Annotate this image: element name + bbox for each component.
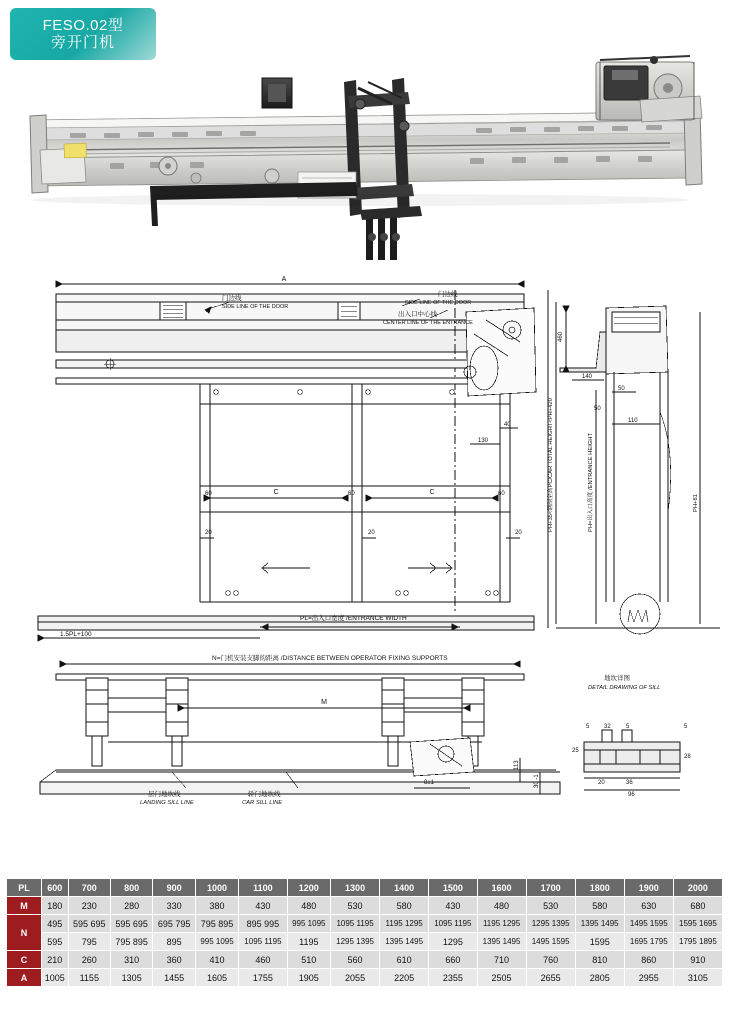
row-header-m: M [7, 897, 42, 915]
svg-text:460: 460 [558, 331, 564, 342]
cell-n-top-11: 1295 1395 [526, 915, 575, 933]
svg-text:60: 60 [205, 491, 212, 497]
cell-n-bottom-11: 1495 1595 [526, 933, 575, 951]
cell-a-2: 1305 [110, 969, 152, 987]
svg-text:40: 40 [504, 422, 511, 428]
cell-n-bottom-5: 1095 1195 [239, 933, 287, 951]
svg-text:5: 5 [684, 724, 688, 730]
spec-table [6, 878, 723, 987]
cell-n-top-7: 1095 1195 [331, 915, 380, 933]
cell-n-bottom-14: 1795 1895 [673, 933, 722, 951]
label-car-sill-cn: 轿门地坎线 [248, 791, 281, 798]
cell-m-5: 430 [239, 897, 287, 915]
col-header-pl: 1300 [331, 879, 380, 897]
cell-a-4: 1605 [195, 969, 238, 987]
col-header-pl: 1600 [477, 879, 526, 897]
cell-n-top-1: 595 695 [68, 915, 110, 933]
cell-n-top-13: 1495 1595 [624, 915, 673, 933]
label-entrance-height: PH=出入口高度 /ENTRANCE HEIGHT [588, 432, 594, 532]
cell-n-bottom-7: 1295 1395 [331, 933, 380, 951]
svg-text:M: M [321, 699, 327, 706]
svg-text:28: 28 [684, 754, 691, 760]
svg-text:110: 110 [628, 418, 638, 424]
cell-c-4: 410 [195, 951, 238, 969]
cell-n-bottom-0: 595 [42, 933, 69, 951]
svg-text:50: 50 [618, 386, 625, 392]
col-header-pl: 800 [110, 879, 152, 897]
label-door-side-line2-cn: 门边线 [438, 291, 458, 298]
cell-m-10: 480 [477, 897, 526, 915]
svg-text:5: 5 [626, 724, 630, 730]
cell-m-8: 580 [380, 897, 429, 915]
col-header-pl: 1800 [575, 879, 624, 897]
svg-text:1.5PL+100: 1.5PL+100 [60, 631, 92, 638]
cell-n-bottom-4: 995 1095 [195, 933, 238, 951]
cell-n-bottom-9: 1295 [429, 933, 477, 951]
svg-text:30 -1: 30 -1 [534, 774, 540, 788]
technical-drawing [0, 272, 729, 872]
svg-text:20: 20 [368, 530, 375, 536]
cell-n-top-10: 1195 1295 [477, 915, 526, 933]
cell-m-0: 180 [42, 897, 69, 915]
spec-table-body [7, 879, 723, 987]
col-header-pl: 1700 [526, 879, 575, 897]
cell-n-top-2: 595 695 [110, 915, 152, 933]
col-header-pl: 2000 [673, 879, 722, 897]
col-header-pl: 900 [153, 879, 195, 897]
model-name-line1: FESO.02型 [42, 16, 124, 34]
cell-n-bottom-6: 1195 [287, 933, 330, 951]
spec-table-wrap [6, 878, 723, 987]
col-header-pl: 600 [42, 879, 69, 897]
cell-n-top-4: 795 895 [195, 915, 238, 933]
cell-a-6: 1905 [287, 969, 330, 987]
cell-c-14: 910 [673, 951, 722, 969]
technical-drawing-svg [0, 272, 729, 872]
svg-text:130: 130 [478, 438, 489, 444]
cell-c-13: 860 [624, 951, 673, 969]
label-car-total-height: PH+35<钢制全高PC/CAR TOTAL HEIGHT<PH+420 [548, 398, 554, 532]
table-row [7, 969, 723, 987]
table-row [7, 897, 723, 915]
svg-text:50: 50 [594, 406, 601, 412]
svg-text:20: 20 [205, 530, 212, 536]
row-header-pl: PL [7, 879, 42, 897]
table-row [7, 915, 723, 933]
label-entrance-center-en: CENTER LINE OF THE ENTRANCE [383, 320, 473, 326]
cell-n-bottom-3: 895 [153, 933, 195, 951]
col-header-pl: 1100 [239, 879, 287, 897]
col-header-pl: 1900 [624, 879, 673, 897]
cell-c-11: 760 [526, 951, 575, 969]
svg-text:113: 113 [514, 760, 520, 770]
svg-text:A: A [281, 276, 287, 283]
cell-c-6: 510 [287, 951, 330, 969]
cell-n-bottom-13: 1695 1795 [624, 933, 673, 951]
svg-text:60: 60 [498, 491, 505, 497]
cell-n-bottom-8: 1395 1495 [380, 933, 429, 951]
label-landing-sill-en: LANDING SILL LINE [140, 800, 194, 806]
cell-a-7: 2055 [331, 969, 380, 987]
cell-c-3: 360 [153, 951, 195, 969]
cell-a-13: 2955 [624, 969, 673, 987]
svg-text:32: 32 [604, 724, 611, 730]
cell-c-1: 260 [68, 951, 110, 969]
label-door-side-line-en: SIDE LINE OF THE DOOR [222, 304, 289, 310]
cell-a-12: 2805 [575, 969, 624, 987]
cell-n-bottom-2: 795 895 [110, 933, 152, 951]
label-car-sill-en: CAR SILL LINE [242, 800, 283, 806]
cell-m-13: 630 [624, 897, 673, 915]
cell-n-top-12: 1395 1495 [575, 915, 624, 933]
cell-a-9: 2355 [429, 969, 477, 987]
label-sill-detail-en: DETAIL DRAWING OF SILL [588, 685, 661, 691]
cell-a-0: 1005 [42, 969, 69, 987]
cell-a-14: 3105 [673, 969, 722, 987]
label-door-side-line2-en: SIDE LINE OF THE DOOR [405, 300, 472, 306]
svg-text:140: 140 [582, 374, 593, 380]
cell-m-4: 380 [195, 897, 238, 915]
svg-text:36: 36 [626, 780, 633, 786]
cell-a-3: 1455 [153, 969, 195, 987]
cell-n-top-5: 895 995 [239, 915, 287, 933]
col-header-pl: 1000 [195, 879, 238, 897]
cell-n-bottom-1: 795 [68, 933, 110, 951]
cell-c-2: 310 [110, 951, 152, 969]
svg-text:25: 25 [572, 748, 579, 754]
svg-text:96: 96 [628, 792, 635, 798]
table-row [7, 879, 723, 897]
cell-c-10: 710 [477, 951, 526, 969]
cell-m-6: 480 [287, 897, 330, 915]
cell-n-top-14: 1595 1695 [673, 915, 722, 933]
cell-n-top-3: 695 795 [153, 915, 195, 933]
cell-a-5: 1755 [239, 969, 287, 987]
col-header-pl: 1200 [287, 879, 330, 897]
cell-c-0: 210 [42, 951, 69, 969]
cell-m-7: 530 [331, 897, 380, 915]
model-badge [10, 8, 156, 60]
col-header-pl: 1500 [429, 879, 477, 897]
row-header-a: A [7, 969, 42, 987]
svg-text:60: 60 [348, 491, 355, 497]
cell-n-top-9: 1095 1195 [429, 915, 477, 933]
cell-m-12: 580 [575, 897, 624, 915]
row-header-c: C [7, 951, 42, 969]
cell-a-8: 2205 [380, 969, 429, 987]
cell-m-11: 530 [526, 897, 575, 915]
label-landing-sill-cn: 层门地坎线 [148, 791, 181, 798]
cell-n-top-8: 1195 1295 [380, 915, 429, 933]
row-header-n: N [7, 915, 42, 951]
col-header-pl: 700 [68, 879, 110, 897]
cell-a-1: 1155 [68, 969, 110, 987]
cell-m-3: 330 [153, 897, 195, 915]
cell-m-14: 680 [673, 897, 722, 915]
svg-text:20: 20 [598, 780, 605, 786]
label-door-side-line-cn: 门边线 [222, 295, 242, 302]
cell-a-10: 2505 [477, 969, 526, 987]
cell-n-bottom-12: 1595 [575, 933, 624, 951]
label-entrance-width: PL=出入口宽度 /ENTRANCE WIDTH [300, 615, 407, 622]
cell-c-7: 560 [331, 951, 380, 969]
table-row [7, 933, 723, 951]
model-name-line2: 旁开门机 [50, 34, 115, 51]
label-operator-supports: N=门机安装支脚的距离 /DISTANCE BETWEEN OPERATOR FIXING SUPPORTS [212, 655, 448, 662]
cell-m-1: 230 [68, 897, 110, 915]
cell-c-5: 460 [239, 951, 287, 969]
cell-c-12: 810 [575, 951, 624, 969]
svg-text:C: C [429, 489, 435, 496]
cell-m-2: 280 [110, 897, 152, 915]
label-ph81: PH+81 [693, 494, 699, 512]
cell-n-bottom-10: 1395 1495 [477, 933, 526, 951]
svg-text:C: C [273, 489, 279, 496]
table-row [7, 951, 723, 969]
svg-text:8±1: 8±1 [424, 780, 434, 786]
cell-m-9: 430 [429, 897, 477, 915]
svg-text:20: 20 [515, 530, 522, 536]
label-entrance-center-cn: 出入口中心线 [398, 311, 437, 318]
cell-a-11: 2655 [526, 969, 575, 987]
cell-n-top-0: 495 [42, 915, 69, 933]
svg-text:5: 5 [586, 724, 590, 730]
cell-c-8: 610 [380, 951, 429, 969]
col-header-pl: 1400 [380, 879, 429, 897]
cell-c-9: 660 [429, 951, 477, 969]
cell-n-top-6: 995 1095 [287, 915, 330, 933]
label-sill-detail-cn: 地坎详图 [604, 675, 630, 682]
